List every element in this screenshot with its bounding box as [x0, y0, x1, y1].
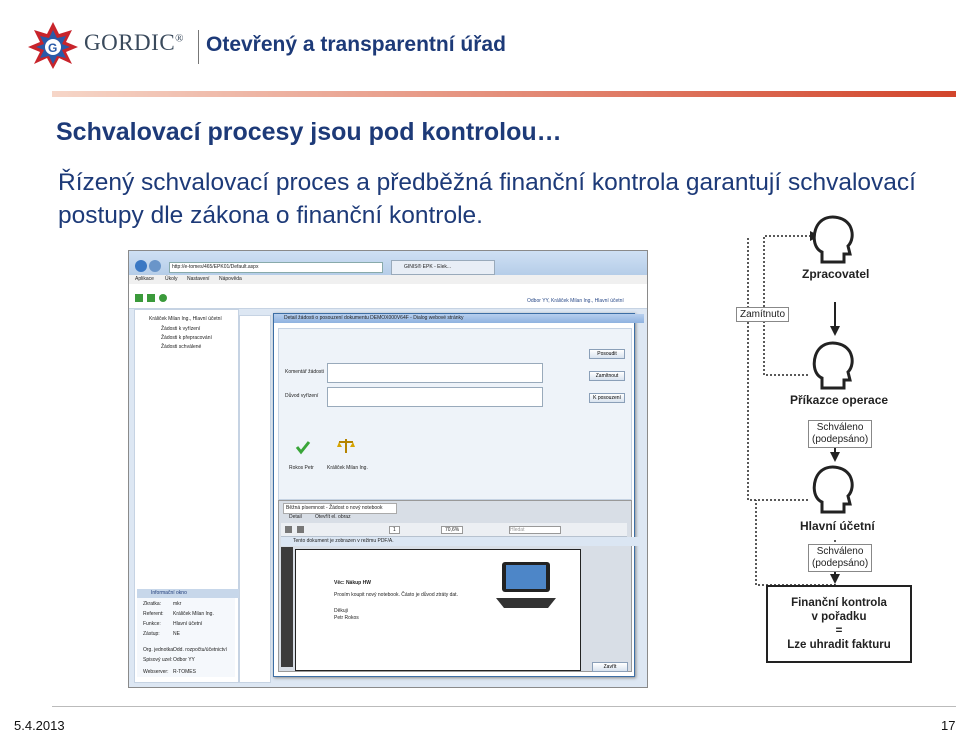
svg-text:G: G [48, 41, 58, 55]
footer-divider [52, 706, 956, 707]
info-label: Org. jednotka: [143, 647, 175, 653]
info-value: NE [173, 631, 180, 637]
document-viewer [278, 500, 632, 672]
current-user: Odbor YY, Králiček Milan Ing., Hlavní účetní [527, 298, 624, 304]
menu-item[interactable]: Nastavení [187, 276, 210, 282]
to-review-button[interactable]: K posouzení [589, 393, 625, 403]
stamp-text: (podepsáno) [812, 434, 869, 445]
refresh-icon[interactable] [159, 294, 167, 302]
excel-icon[interactable] [147, 294, 155, 302]
menu-item[interactable]: Úkoly [165, 276, 178, 282]
request-detail-dialog [273, 313, 635, 677]
info-row [143, 657, 227, 669]
info-row [143, 601, 227, 611]
final-line: = [835, 625, 843, 637]
info-value: mkr [173, 601, 182, 607]
forward-icon[interactable] [149, 260, 161, 272]
pdf-toolbar [281, 523, 627, 537]
pdf-sidebar [281, 547, 293, 667]
role-authorizing-officer: Příkazce operace [790, 393, 889, 407]
reason-field[interactable] [327, 387, 543, 407]
info-rows [143, 601, 227, 679]
dialog-title: Detail žádosti o posouzení dokumentu DEMOX000V64F - Dialog webové stránky [274, 314, 644, 323]
reason-label: Důvod vyřízení [285, 393, 319, 399]
approve-button[interactable]: Posoudit [589, 349, 625, 359]
registered-mark: ® [175, 32, 185, 45]
request-list[interactable] [239, 315, 271, 683]
person-head-icon [808, 338, 856, 392]
info-label: Funkce: [143, 621, 161, 627]
info-label: Zkratka: [143, 601, 162, 607]
reject-button[interactable]: Zamítnout [589, 371, 625, 381]
app-screenshot [128, 250, 648, 688]
page-number: 17 [941, 718, 956, 733]
info-value: Odd. rozpočtu/účetnictví [173, 647, 227, 653]
app-icon-toolbar [129, 284, 647, 309]
final-line: v pořadku [811, 611, 867, 623]
info-row [143, 647, 227, 657]
tree-item[interactable]: Žádosti k vyřízení [161, 326, 201, 332]
info-row [143, 611, 227, 621]
document-tab[interactable]: Běžná písemnost - Žádost o nový notebook [283, 503, 397, 514]
comment-label: Komentář žádosti [285, 369, 324, 375]
info-value: R-TOMES [173, 669, 196, 675]
info-label: Spisový uzel: [143, 657, 173, 663]
stamp-text: Schváleno [816, 546, 864, 557]
info-label: Webserver: [143, 669, 169, 675]
print-icon[interactable] [285, 526, 292, 533]
info-value: Králiček Milan Ing. [173, 611, 214, 617]
info-value: Hlavní účetní [173, 621, 203, 627]
tree-item[interactable]: Žádosti k přepracování [161, 335, 212, 341]
open-image-link[interactable]: Otevřít el. obraz [315, 514, 351, 520]
page-number-input[interactable]: 1 [389, 526, 400, 534]
header-accent-bar [52, 91, 956, 97]
back-icon[interactable] [135, 260, 147, 272]
comment-field[interactable] [327, 363, 543, 383]
info-label: Referent: [143, 611, 164, 617]
header-tagline: Otevřený a transparentní úřad [206, 33, 506, 56]
slide-lead-text: Řízený schvalovací proces a předběžná finanční kontrola garantují schvalovací postupy dle zákona o finanční kontrole. [58, 169, 916, 229]
browser-toolbar [129, 251, 647, 275]
info-row [143, 631, 227, 647]
person-label: Králiček Milan Ing. [327, 465, 368, 471]
final-line: Finanční kontrola [791, 597, 887, 609]
role-processor: Zpracovatel [802, 267, 870, 281]
letter-subject: Věc: Nákup HW [334, 580, 371, 586]
approved-check-icon [295, 439, 311, 455]
info-panel-header: Informační okno [137, 589, 249, 598]
final-control-box [766, 585, 912, 663]
menu-item[interactable]: Aplikace [135, 276, 154, 282]
role-chief-accountant: Hlavní účetní [800, 519, 875, 533]
info-label: Zástup: [143, 631, 160, 637]
app-menu-bar [129, 275, 647, 284]
pdf-page [295, 549, 581, 671]
approved-stamp [808, 420, 872, 448]
scales-icon [337, 437, 355, 455]
header-separator [198, 30, 199, 64]
info-row [143, 669, 227, 679]
person-head-icon [808, 462, 856, 516]
brand-name [84, 30, 184, 56]
stamp-text: Schváleno [816, 422, 864, 433]
person-head-icon [808, 212, 856, 266]
detail-link[interactable]: Detail [289, 514, 302, 520]
zoom-input[interactable]: 70,6% [441, 526, 463, 534]
search-input[interactable]: Hledat [509, 526, 561, 534]
letter-thanks: Děkuji [334, 608, 348, 614]
final-line: Lze uhradit fakturu [787, 639, 891, 651]
save-icon[interactable] [135, 294, 143, 302]
address-bar[interactable]: http://e-tomes/465/EPK01/Default.aspx [169, 262, 383, 273]
slide-title: Schvalovací procesy jsou pod kontrolou… [56, 118, 562, 146]
letter-body: Prosím koupit nový notebook. Částo je důvod ztráty dat. [334, 592, 458, 598]
save-icon[interactable] [297, 526, 304, 533]
tree-item[interactable]: Žádosti schválené [161, 344, 202, 350]
close-button[interactable]: Zavřít [592, 662, 628, 672]
browser-tab[interactable]: GINIS® EPK - Elek... [391, 260, 495, 275]
person-label: Rokos Petr [289, 465, 314, 471]
footer-date: 5.4.2013 [14, 718, 65, 733]
rejected-label: Zamítnuto [736, 307, 789, 322]
pdf-notice: Tento dokument je zobrazen v režimu PDF/A. [281, 537, 639, 546]
menu-item[interactable]: Nápověda [219, 276, 242, 282]
gordic-logo-icon [26, 20, 80, 70]
laptop-image [494, 560, 558, 610]
brand-text: GORDIC [84, 30, 176, 55]
approved-stamp [808, 544, 872, 572]
stamp-text: (podepsáno) [812, 558, 869, 569]
tree-user[interactable]: Králiček Milan Ing., Hlavní účetní [149, 316, 222, 322]
info-row [143, 621, 227, 631]
info-value: Odbor YY [173, 657, 195, 663]
dialog-form [278, 328, 632, 500]
letter-signature: Petr Rokos [334, 615, 359, 621]
